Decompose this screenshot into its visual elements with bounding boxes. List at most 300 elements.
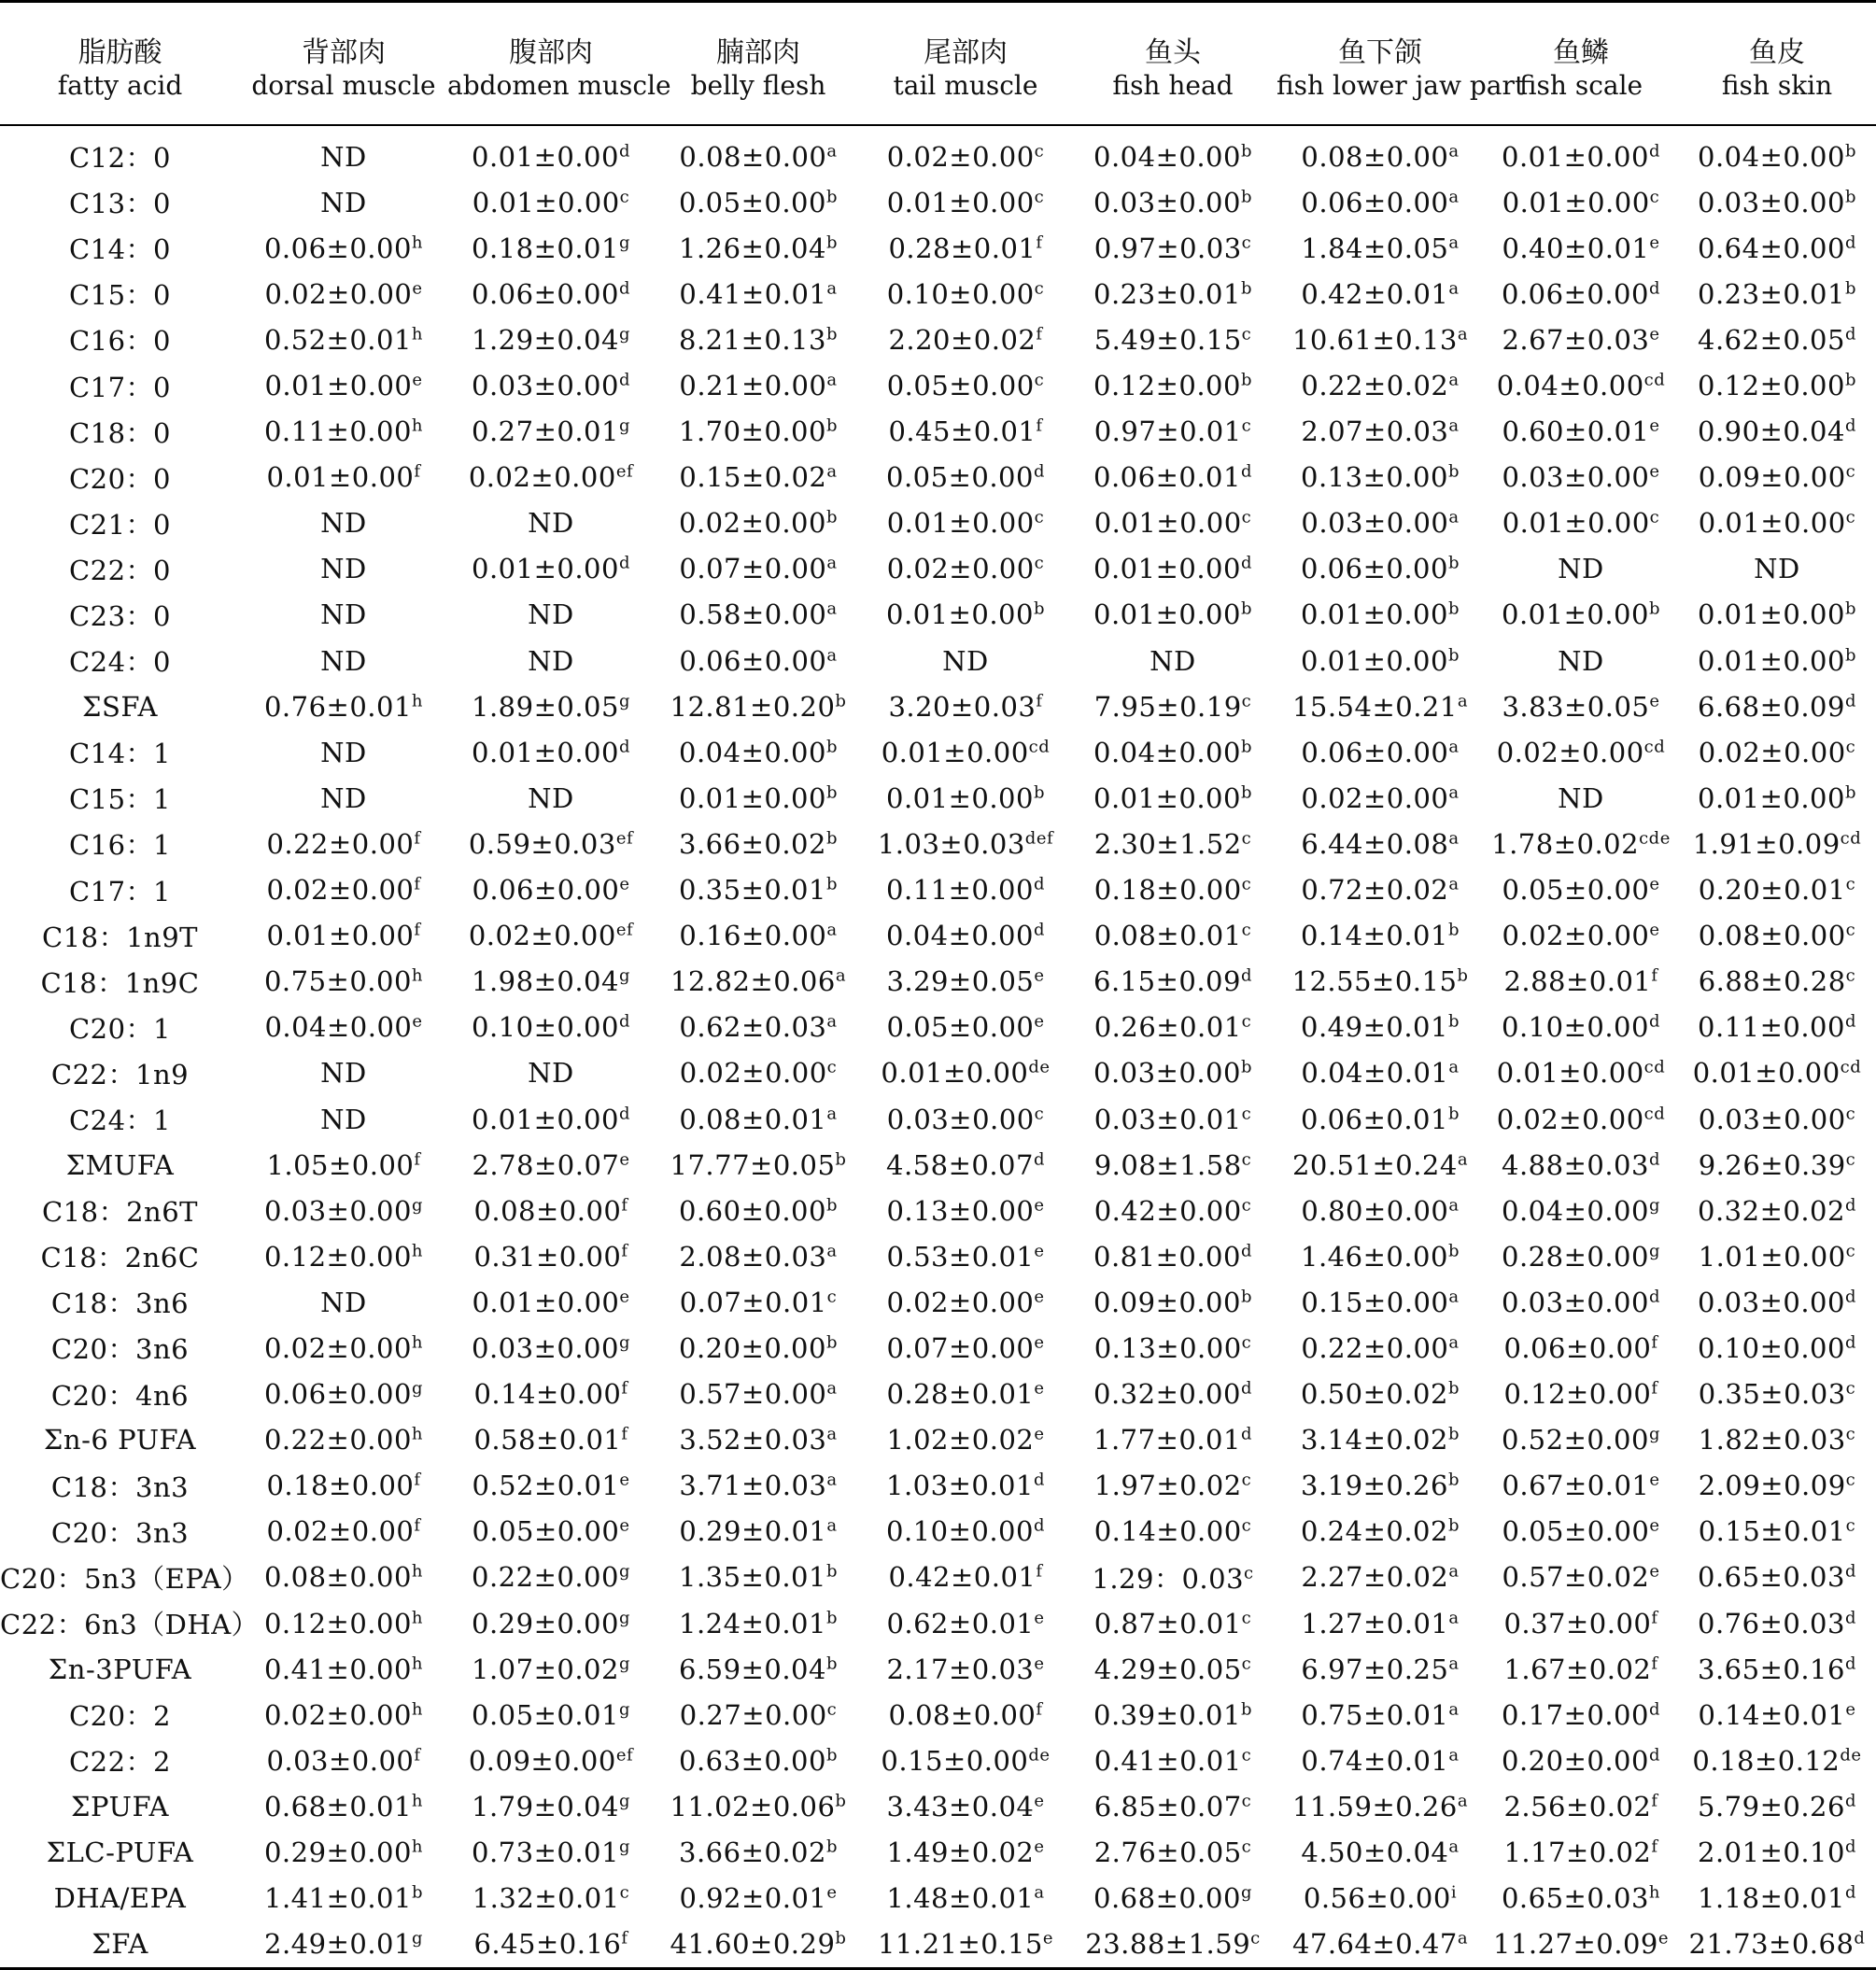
significance-letter: d xyxy=(1648,1011,1660,1032)
value-cell xyxy=(1277,455,1484,500)
value-text: 0.03±0.00 xyxy=(1502,461,1650,494)
significance-letter: g xyxy=(1648,1241,1660,1261)
value-cell xyxy=(1484,1463,1678,1509)
value-text: 3.20±0.03 xyxy=(888,690,1037,723)
fatty-acid-name: C23：0 xyxy=(68,599,172,632)
value-text: 0.03±0.01 xyxy=(1093,1103,1242,1135)
value-text: 0.01±0.00 xyxy=(886,507,1035,540)
value-text: 0.60±0.01 xyxy=(1502,415,1650,448)
value-cell xyxy=(447,1233,655,1279)
significance-letter: b xyxy=(825,507,838,528)
value-cell xyxy=(240,821,447,866)
value-text: 0.01±0.00 xyxy=(266,920,415,952)
value-text: 0.23±0.01 xyxy=(1698,277,1845,310)
table-row xyxy=(0,1050,1876,1096)
value-cell xyxy=(1069,1188,1277,1233)
significance-letter: d xyxy=(1844,1653,1856,1673)
significance-letter: d xyxy=(1648,1699,1660,1720)
value-text: 0.03±0.00 xyxy=(1301,507,1449,540)
value-text: 0.01±0.00 xyxy=(1301,644,1448,677)
significance-letter: c xyxy=(1845,507,1856,528)
significance-letter: h xyxy=(411,1791,424,1811)
value-cell xyxy=(655,1050,862,1096)
significance-letter: c xyxy=(1845,1241,1856,1261)
value-cell xyxy=(447,1692,655,1738)
value-text: 1.17±0.02 xyxy=(1503,1836,1652,1869)
value-text: 0.64±0.00 xyxy=(1698,232,1845,264)
value-cell xyxy=(447,1876,655,1921)
significance-letter: d xyxy=(1844,1791,1856,1811)
significance-letter: d xyxy=(1033,1148,1045,1169)
significance-letter: a xyxy=(1448,1287,1460,1307)
significance-letter: f xyxy=(1036,1699,1043,1720)
value-cell xyxy=(1069,1829,1277,1875)
significance-letter: g xyxy=(1648,1424,1660,1444)
value-text: 0.41±0.01 xyxy=(679,277,827,310)
value-cell xyxy=(1069,1142,1277,1188)
significance-letter: c xyxy=(1241,1103,1252,1123)
value-text: 0.04±0.00 xyxy=(1698,140,1845,173)
value-cell xyxy=(447,179,655,225)
value-cell xyxy=(1277,409,1484,455)
value-cell xyxy=(447,225,655,271)
significance-letter: g xyxy=(411,1928,423,1949)
value-text: 0.29±0.00 xyxy=(263,1836,412,1869)
significance-letter: b xyxy=(1447,1470,1460,1490)
significance-letter: c xyxy=(1845,1470,1856,1490)
value-text: 0.12±0.00 xyxy=(1503,1378,1652,1411)
significance-letter: c xyxy=(619,1882,630,1903)
value-cell xyxy=(655,638,862,683)
value-cell xyxy=(1678,913,1876,959)
significance-letter: e xyxy=(1845,1699,1856,1720)
significance-letter: d xyxy=(1033,920,1045,940)
significance-letter: b xyxy=(1240,737,1252,757)
value-text: 0.01±0.00 xyxy=(472,553,619,585)
value-cell xyxy=(1484,1005,1678,1050)
value-cell xyxy=(1484,638,1678,683)
significance-letter: c xyxy=(1241,1653,1252,1673)
value-text: 0.02±0.00 xyxy=(1502,920,1650,952)
value-text: 0.13±0.00 xyxy=(1093,1331,1242,1364)
value-text: 0.01±0.00 xyxy=(1692,1057,1841,1090)
value-cell xyxy=(1069,1876,1277,1921)
significance-letter: c xyxy=(1241,1836,1252,1857)
value-cell xyxy=(1069,1233,1277,1279)
value-text: 0.68±0.00 xyxy=(1093,1882,1241,1915)
fatty-acid-name: C20：2 xyxy=(68,1700,172,1733)
fatty-acid-name: C22：6n3（DHA） xyxy=(0,1609,260,1641)
significance-letter: c xyxy=(1241,1148,1252,1169)
value-cell xyxy=(862,913,1069,959)
value-cell xyxy=(1678,1050,1876,1096)
value-text: ND xyxy=(528,1057,574,1090)
significance-letter: c xyxy=(1241,691,1252,711)
value-text: 1.67±0.02 xyxy=(1503,1653,1652,1685)
value-cell xyxy=(1678,225,1876,271)
value-cell xyxy=(1678,409,1876,455)
value-text: 0.02±0.00 xyxy=(468,920,616,952)
value-text: 1.48±0.01 xyxy=(886,1882,1035,1915)
value-text: 0.05±0.01 xyxy=(472,1698,619,1731)
value-text: 0.02±0.00 xyxy=(468,461,616,494)
significance-letter: c xyxy=(1034,140,1045,161)
value-cell xyxy=(1484,1692,1678,1738)
value-cell xyxy=(1484,455,1678,500)
value-text: 0.03±0.00 xyxy=(1093,186,1241,218)
significance-letter: e xyxy=(1034,1378,1045,1399)
value-cell xyxy=(862,362,1069,408)
value-cell xyxy=(240,959,447,1005)
value-cell xyxy=(447,500,655,546)
significance-letter: b xyxy=(1447,1378,1460,1399)
significance-letter: c xyxy=(1241,874,1252,894)
value-cell xyxy=(1678,1325,1876,1371)
value-text: 0.05±0.00 xyxy=(472,1515,620,1548)
significance-letter: h xyxy=(411,1607,424,1627)
significance-letter: c xyxy=(1241,1195,1252,1216)
value-cell xyxy=(1678,1509,1876,1555)
value-cell xyxy=(655,1417,862,1463)
value-cell xyxy=(1069,913,1277,959)
value-text: 0.08±0.00 xyxy=(888,1698,1037,1731)
significance-letter: f xyxy=(1036,415,1043,436)
value-text: 3.52±0.03 xyxy=(679,1424,827,1456)
value-text: 2.20±0.02 xyxy=(888,323,1037,356)
significance-letter: g xyxy=(618,1607,630,1627)
value-text: 0.03±0.00 xyxy=(1093,1057,1241,1090)
value-text: 0.49±0.01 xyxy=(1301,1011,1448,1044)
fatty-acid-name: C20：3n3 xyxy=(50,1516,190,1549)
value-text: 4.88±0.03 xyxy=(1502,1148,1649,1181)
table-row xyxy=(0,125,1876,179)
significance-letter: a xyxy=(1457,691,1469,711)
significance-letter: e xyxy=(619,1148,630,1169)
column-header-zh: 鱼下颌 xyxy=(1338,36,1422,69)
value-cell xyxy=(240,1096,447,1142)
value-text: 0.01±0.00 xyxy=(264,370,413,402)
value-text: ND xyxy=(528,781,574,814)
value-text: 0.57±0.00 xyxy=(679,1378,827,1411)
significance-letter: b xyxy=(1447,1103,1460,1123)
value-cell xyxy=(1277,1555,1484,1600)
value-text: 0.05±0.00 xyxy=(1502,1515,1650,1548)
significance-letter: d xyxy=(1240,461,1252,482)
value-cell xyxy=(862,1233,1069,1279)
value-cell xyxy=(1277,638,1484,683)
significance-letter: h xyxy=(1648,1882,1661,1903)
value-text: 0.02±0.00 xyxy=(1301,781,1449,814)
significance-letter: c xyxy=(1845,1103,1856,1123)
value-text: ND xyxy=(320,1286,367,1318)
significance-letter: def xyxy=(1024,828,1054,849)
significance-letter: e xyxy=(1034,1195,1045,1216)
significance-letter: c xyxy=(1034,553,1045,573)
significance-letter: d xyxy=(1854,1928,1866,1949)
significance-letter: d xyxy=(1033,874,1045,894)
value-cell xyxy=(1678,1555,1876,1600)
value-text: 0.28±0.00 xyxy=(1502,1240,1649,1273)
value-text: 0.75±0.00 xyxy=(263,965,412,998)
significance-letter: c xyxy=(826,1699,838,1720)
value-cell xyxy=(447,638,655,683)
significance-letter: b xyxy=(1447,644,1460,665)
fatty-acid-name: DHA/EPA xyxy=(53,1882,187,1915)
significance-letter: a xyxy=(1448,737,1460,757)
fatty-acid-name: C20：5n3（EPA） xyxy=(0,1562,249,1595)
value-text: 0.02±0.00 xyxy=(1698,736,1846,768)
significance-letter: g xyxy=(618,232,630,253)
value-cell xyxy=(1069,1372,1277,1417)
value-cell xyxy=(1277,683,1484,729)
value-cell xyxy=(240,1692,447,1738)
value-text: 1.89±0.05 xyxy=(472,690,619,723)
significance-letter: f xyxy=(1036,232,1043,253)
value-cell xyxy=(1277,1509,1484,1555)
value-cell xyxy=(447,1005,655,1050)
significance-letter: e xyxy=(1034,1011,1045,1032)
value-text: 0.05±0.00 xyxy=(679,186,826,218)
significance-letter: b xyxy=(825,1607,838,1627)
value-text: 0.12±0.00 xyxy=(263,1240,412,1273)
significance-letter: a xyxy=(826,598,838,619)
table-row xyxy=(0,455,1876,500)
significance-letter: a xyxy=(826,1241,838,1261)
value-cell xyxy=(1069,775,1277,821)
significance-letter: f xyxy=(1651,1836,1658,1857)
value-cell xyxy=(1484,1142,1678,1188)
table-row xyxy=(0,1372,1876,1417)
value-text: 0.72±0.02 xyxy=(1301,874,1449,907)
value-text: 0.76±0.01 xyxy=(263,690,412,723)
value-cell xyxy=(1277,729,1484,775)
significance-letter: a xyxy=(1457,1148,1469,1169)
value-text: 1.46±0.00 xyxy=(1301,1240,1448,1273)
value-cell xyxy=(862,1646,1069,1692)
significance-letter: a xyxy=(835,965,847,986)
value-cell xyxy=(1069,1325,1277,1371)
column-header-zh: 脂肪酸 xyxy=(78,36,162,69)
value-cell xyxy=(1678,1417,1876,1463)
value-cell xyxy=(447,1646,655,1692)
value-text: 0.08±0.00 xyxy=(679,140,827,173)
value-text: 3.83±0.05 xyxy=(1502,690,1650,723)
value-cell xyxy=(240,1417,447,1463)
value-cell xyxy=(1484,1738,1678,1783)
value-cell xyxy=(1277,867,1484,913)
value-cell xyxy=(1277,913,1484,959)
value-cell xyxy=(1277,362,1484,408)
value-text: 4.58±0.07 xyxy=(886,1148,1034,1181)
value-text: 0.22±0.00 xyxy=(266,827,415,860)
fatty-acid-name: C17：0 xyxy=(68,371,172,403)
table-row xyxy=(0,1829,1876,1875)
significance-letter: b xyxy=(1447,1011,1460,1032)
value-text: 0.26±0.01 xyxy=(1093,1011,1242,1044)
table-row xyxy=(0,1555,1876,1600)
value-cell xyxy=(655,546,862,592)
value-cell xyxy=(862,1783,1069,1829)
table-row xyxy=(0,1646,1876,1692)
value-cell xyxy=(240,1555,447,1600)
value-cell xyxy=(1277,1279,1484,1325)
significance-letter: cde xyxy=(1639,828,1671,849)
significance-letter: a xyxy=(1448,1653,1460,1673)
value-cell xyxy=(1069,225,1277,271)
value-text: ND xyxy=(320,1057,367,1090)
value-text: 0.27±0.01 xyxy=(472,415,619,448)
value-cell xyxy=(862,867,1069,913)
value-cell xyxy=(862,592,1069,638)
value-text: ND xyxy=(528,507,574,540)
significance-letter: c xyxy=(1241,415,1252,436)
value-text: 0.90±0.04 xyxy=(1698,415,1845,448)
table-row xyxy=(0,546,1876,592)
value-text: 0.45±0.01 xyxy=(888,415,1037,448)
significance-letter: a xyxy=(1457,1928,1469,1949)
significance-letter: e xyxy=(1649,415,1660,436)
value-text: 10.61±0.13 xyxy=(1291,323,1458,356)
value-cell xyxy=(655,1921,862,1969)
table-body xyxy=(0,125,1876,1968)
value-cell xyxy=(1484,271,1678,317)
value-text: 0.53±0.01 xyxy=(886,1240,1035,1273)
table-row xyxy=(0,867,1876,913)
value-cell xyxy=(1277,959,1484,1005)
table-row xyxy=(0,1096,1876,1142)
significance-letter: d xyxy=(1844,691,1856,711)
significance-letter: a xyxy=(1448,1195,1460,1216)
value-cell xyxy=(447,409,655,455)
significance-letter: a xyxy=(826,920,838,940)
value-cell xyxy=(1277,1233,1484,1279)
value-cell xyxy=(1069,500,1277,546)
table-row xyxy=(0,317,1876,362)
value-text: 0.02±0.00 xyxy=(266,1515,415,1548)
value-text: 0.01±0.00 xyxy=(881,1057,1029,1090)
value-text: 0.87±0.01 xyxy=(1093,1607,1242,1639)
value-cell xyxy=(1484,959,1678,1005)
value-cell xyxy=(1484,821,1678,866)
value-text: 0.57±0.02 xyxy=(1502,1561,1650,1594)
significance-letter: f xyxy=(1651,965,1658,986)
value-cell xyxy=(862,1279,1069,1325)
value-cell xyxy=(1484,179,1678,225)
significance-letter: b xyxy=(1240,598,1252,619)
value-cell xyxy=(1069,959,1277,1005)
significance-letter: b xyxy=(825,415,838,436)
significance-letter: b xyxy=(1447,553,1460,573)
value-text: 0.11±0.00 xyxy=(263,415,412,448)
value-cell xyxy=(655,1876,862,1921)
significance-letter: b xyxy=(1844,644,1856,665)
value-text: 15.54±0.21 xyxy=(1291,690,1458,723)
value-text: 0.14±0.00 xyxy=(1093,1515,1242,1548)
table-row xyxy=(0,1233,1876,1279)
table-row xyxy=(0,638,1876,683)
significance-letter: f xyxy=(1036,1561,1043,1582)
significance-letter: b xyxy=(825,232,838,253)
value-text: 2.07±0.03 xyxy=(1301,415,1449,448)
value-cell xyxy=(862,1188,1069,1233)
value-cell xyxy=(1678,1646,1876,1692)
value-text: 11.02±0.06 xyxy=(670,1790,836,1822)
value-text: 1.02±0.02 xyxy=(886,1424,1035,1456)
significance-letter: b xyxy=(825,1195,838,1216)
significance-letter: c xyxy=(1845,874,1856,894)
value-cell xyxy=(447,1509,655,1555)
significance-letter: h xyxy=(411,1241,424,1261)
value-text: 0.05±0.00 xyxy=(886,461,1034,494)
value-cell xyxy=(240,1876,447,1921)
value-cell xyxy=(1678,959,1876,1005)
significance-letter: e xyxy=(1034,1332,1045,1353)
significance-letter: g xyxy=(618,415,630,436)
significance-letter: d xyxy=(1033,461,1045,482)
value-cell xyxy=(240,1233,447,1279)
value-text: 0.01±0.00 xyxy=(1698,598,1845,631)
value-cell xyxy=(1484,1555,1678,1600)
value-text: 0.02±0.00 xyxy=(266,874,415,907)
value-cell xyxy=(1678,821,1876,866)
value-cell xyxy=(240,1738,447,1783)
value-text: 6.59±0.04 xyxy=(679,1653,826,1685)
value-text: 5.49±0.15 xyxy=(1093,323,1242,356)
value-cell xyxy=(1069,1738,1277,1783)
value-text: 6.88±0.28 xyxy=(1698,965,1846,998)
value-cell xyxy=(447,1783,655,1829)
header-row-chinese xyxy=(0,2,1876,71)
significance-letter: f xyxy=(1036,324,1043,345)
value-text: 0.35±0.01 xyxy=(679,874,826,907)
value-text: 0.06±0.00 xyxy=(263,232,412,264)
value-cell xyxy=(655,1692,862,1738)
significance-letter: d xyxy=(1844,1287,1856,1307)
value-cell xyxy=(1678,729,1876,775)
table-row xyxy=(0,409,1876,455)
significance-letter: c xyxy=(1241,1607,1252,1627)
value-cell xyxy=(1277,1738,1484,1783)
value-cell xyxy=(240,1783,447,1829)
value-cell xyxy=(240,455,447,500)
value-cell xyxy=(1277,225,1484,271)
column-header-zh: 鱼鳞 xyxy=(1553,36,1609,69)
value-cell xyxy=(1277,546,1484,592)
value-cell xyxy=(655,1233,862,1279)
value-cell xyxy=(1678,1921,1876,1969)
value-text: 12.82±0.06 xyxy=(670,965,836,998)
value-cell xyxy=(1069,409,1277,455)
value-cell xyxy=(655,1096,862,1142)
value-text: 0.18±0.00 xyxy=(266,1470,415,1502)
value-text: 0.01±0.00 xyxy=(886,186,1035,218)
value-text: 0.35±0.03 xyxy=(1698,1378,1846,1411)
value-text: 47.64±0.47 xyxy=(1291,1928,1458,1961)
value-text: 0.15±0.00 xyxy=(1301,1286,1449,1318)
value-text: 0.42±0.00 xyxy=(1093,1194,1242,1227)
value-text: 0.01±0.00 xyxy=(472,140,619,173)
value-cell xyxy=(240,362,447,408)
value-text: 1.03±0.03 xyxy=(877,827,1025,860)
value-text: 2.30±1.52 xyxy=(1093,827,1242,860)
value-text: 1.05±0.00 xyxy=(266,1148,415,1181)
value-text: 0.09±0.00 xyxy=(1698,461,1846,494)
significance-letter: cd xyxy=(1840,1057,1862,1077)
significance-letter: f xyxy=(1651,1378,1658,1399)
significance-letter: c xyxy=(1241,1745,1252,1766)
significance-letter: h xyxy=(411,1561,424,1582)
significance-letter: e xyxy=(412,1011,423,1032)
